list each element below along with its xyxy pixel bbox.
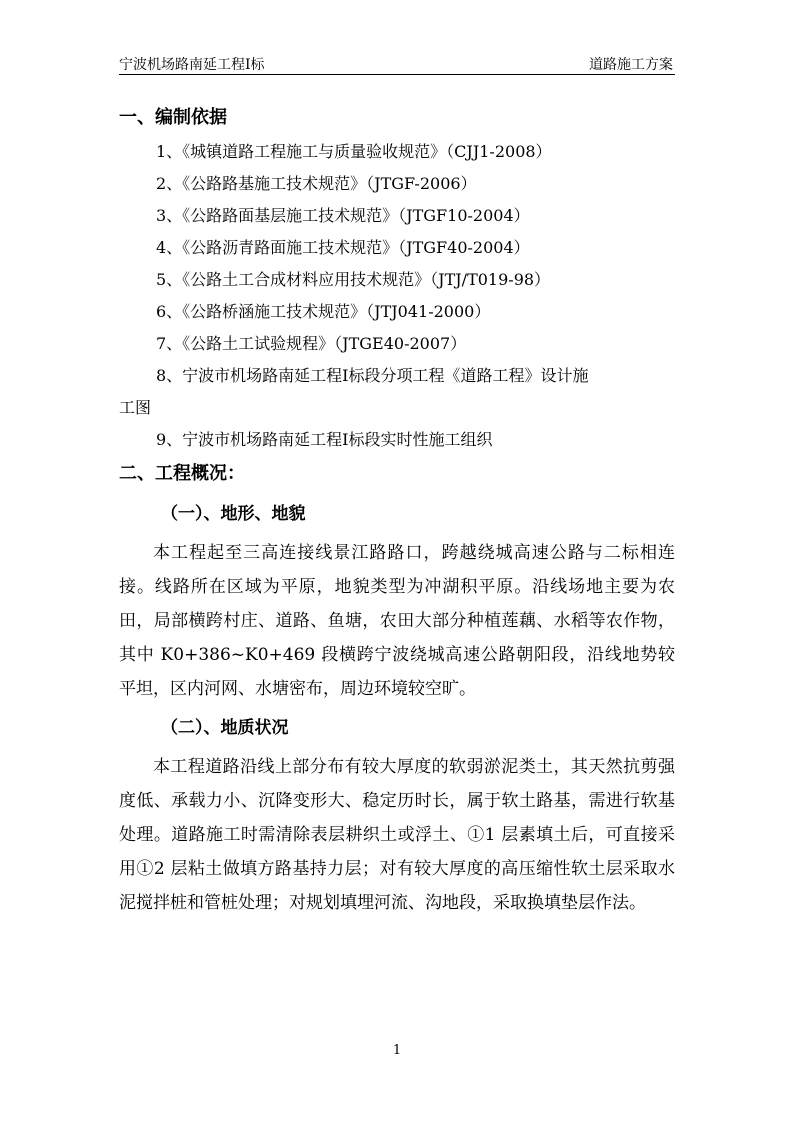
reference-item: 5、《公路土工合成材料应用技术规范》（JTJ/T019-98） <box>156 270 551 289</box>
terrain-heading: （一）、地形、地貌 <box>161 504 306 524</box>
page-number: 1 <box>392 1043 402 1058</box>
reference-item-8 <box>119 360 675 424</box>
header-document-title: 道路施工方案 <box>589 57 673 73</box>
reference-item: 6、《公路桥涵施工技术规范》（JTJ041-2000） <box>156 302 491 321</box>
reference-item-8-line2: 工图 <box>119 398 152 417</box>
geology-paragraph: 本工程道路沿线上部分布有较大厚度的软弱淤泥类土，其天然抗剪强度低、承载力小、沉降变形大、稳定历时长，属于软土路基，需进行软基处理。道路施工时需清除表层耕织土或浮土、①1 层素填土后，可直接采用①2 层粘土做填方路基持力层；对有较大厚度的高压缩性软土层采取水泥搅拌桩和管桩处理；对规划填埋河流、沟地段，采取换填垫层作法。 <box>119 757 675 913</box>
reference-item: 2、《公路路基施工技术规范》（JTGF-2006） <box>156 174 477 193</box>
page-header <box>119 52 675 75</box>
geology-heading: （二）、地质状况 <box>161 718 289 738</box>
terrain-paragraph: 本工程起至三高连接线景江路路口，跨越绕城高速公路与二标相连接。线路所在区域为平原，地貌类型为冲湖积平原。沿线场地主要为农田，局部横跨村庄、道路、鱼塘，农田大部分种植莲藕、水稻等农作物，其中 K0+386~K0+469 段横跨宁波绕城高速公路朝阳段，沿线地势较平坦，区内河网、水塘密布，周边环境较空旷。 <box>119 543 675 699</box>
reference-item-9: 9、宁波市机场路南延工程Ⅰ标段实时性施工组织 <box>156 430 493 449</box>
reference-item: 3、《公路路面基层施工技术规范》（JTGF10-2004） <box>156 206 530 225</box>
reference-item-8-line1: 8、宁波市机场路南延工程Ⅰ标段分项工程《道路工程》设计施 <box>156 366 589 385</box>
reference-item: 7、《公路土工试验规程》（JTGE40-2007） <box>156 334 467 353</box>
section-overview-heading: 二、工程概况： <box>119 463 245 484</box>
section-basis-heading: 一、编制依据 <box>119 107 227 128</box>
page-body <box>119 100 675 920</box>
reference-item: 4、《公路沥青路面施工技术规范》（JTGF40-2004） <box>156 238 530 257</box>
reference-item: 1、《城镇道路工程施工与质量验收规范》（CJJ1-2008） <box>156 142 552 161</box>
header-project-name: 宁波机场路南延工程Ⅰ标 <box>119 57 265 73</box>
